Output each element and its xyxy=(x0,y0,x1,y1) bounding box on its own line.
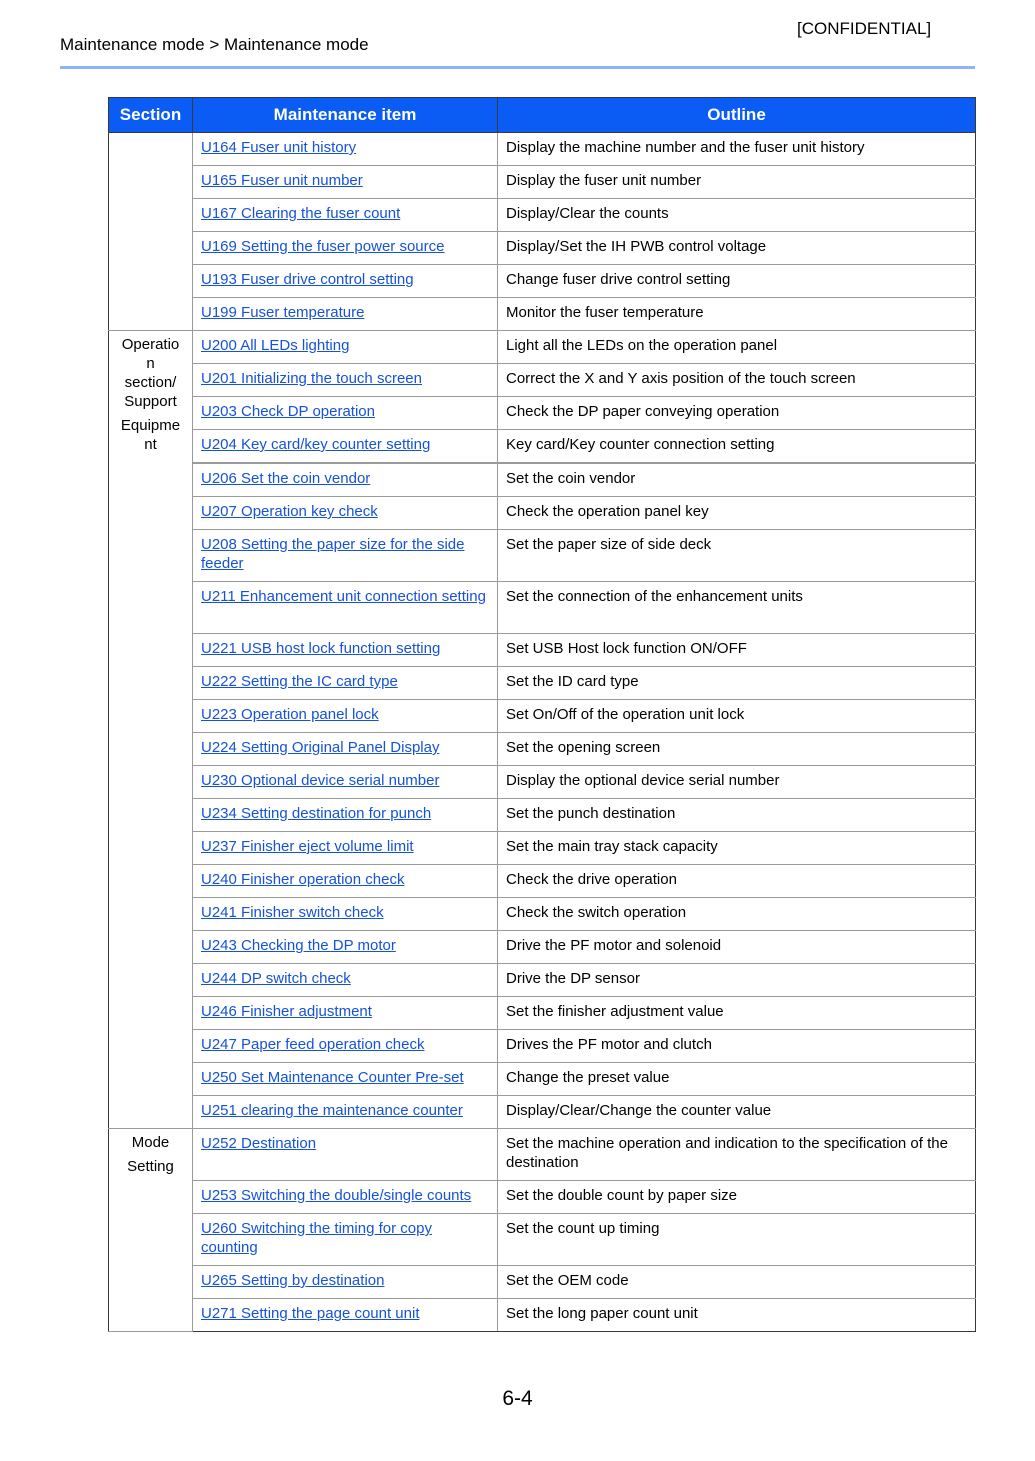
table-row xyxy=(109,1181,976,1214)
section-cell xyxy=(109,133,193,331)
page-number: 6-4 xyxy=(502,1387,533,1410)
maintenance-item-link[interactable]: U243 Checking the DP motor xyxy=(201,937,396,954)
table-row xyxy=(109,1129,976,1181)
outline-cell: Monitor the fuser temperature xyxy=(498,298,976,331)
table-row xyxy=(109,964,976,997)
table-row xyxy=(109,898,976,931)
table-row xyxy=(109,997,976,1030)
maintenance-item-link[interactable]: U208 Setting the paper size for the side feeder xyxy=(201,536,465,572)
maintenance-item-link[interactable]: U201 Initializing the touch screen xyxy=(201,370,422,387)
table-header-row xyxy=(109,98,976,133)
outline-cell: Display/Clear/Change the counter value xyxy=(498,1096,976,1129)
table-row xyxy=(109,1214,976,1266)
maintenance-item-cell xyxy=(193,766,498,799)
table-row xyxy=(109,1063,976,1096)
maintenance-table-container xyxy=(108,97,975,1332)
outline-cell: Set the opening screen xyxy=(498,733,976,766)
maintenance-item-cell xyxy=(193,430,498,464)
breadcrumb: Maintenance mode > Maintenance mode xyxy=(60,35,369,54)
maintenance-item-cell xyxy=(193,133,498,166)
section-label-line: Equipme xyxy=(120,417,181,434)
maintenance-item-cell xyxy=(193,298,498,331)
outline-cell: Set the long paper count unit xyxy=(498,1299,976,1332)
maintenance-item-link[interactable]: U247 Paper feed operation check xyxy=(201,1036,425,1053)
table-row xyxy=(109,397,976,430)
maintenance-item-cell xyxy=(193,497,498,530)
outline-cell: Check the switch operation xyxy=(498,898,976,931)
outline-cell: Set the OEM code xyxy=(498,1266,976,1299)
table-row xyxy=(109,497,976,530)
outline-cell: Check the operation panel key xyxy=(498,497,976,530)
maintenance-item-cell xyxy=(193,232,498,265)
section-cell xyxy=(109,1129,193,1332)
maintenance-item-link[interactable]: U206 Set the coin vendor xyxy=(201,470,371,487)
maintenance-item-cell xyxy=(193,364,498,397)
maintenance-item-cell xyxy=(193,1129,498,1181)
table-row xyxy=(109,430,976,464)
maintenance-item-link[interactable]: U167 Clearing the fuser count xyxy=(201,205,401,222)
maintenance-table xyxy=(108,97,976,1332)
maintenance-item-link[interactable]: U211 Enhancement unit connection setting xyxy=(201,588,486,605)
maintenance-item-cell xyxy=(193,898,498,931)
table-row xyxy=(109,463,976,497)
maintenance-item-link[interactable]: U244 DP switch check xyxy=(201,970,351,987)
maintenance-item-link[interactable]: U164 Fuser unit history xyxy=(201,139,357,156)
outline-cell: Change the preset value xyxy=(498,1063,976,1096)
maintenance-item-link[interactable]: U246 Finisher adjustment xyxy=(201,1003,372,1020)
maintenance-item-link[interactable]: U223 Operation panel lock xyxy=(201,706,379,723)
maintenance-item-cell xyxy=(193,1266,498,1299)
outline-cell: Display/Set the IH PWB control voltage xyxy=(498,232,976,265)
table-row xyxy=(109,733,976,766)
table-row xyxy=(109,298,976,331)
table-row xyxy=(109,832,976,865)
maintenance-item-cell xyxy=(193,582,498,634)
maintenance-item-cell xyxy=(193,865,498,898)
table-row xyxy=(109,1030,976,1063)
table-row xyxy=(109,1096,976,1129)
maintenance-item-cell xyxy=(193,667,498,700)
maintenance-item-link[interactable]: U265 Setting by destination xyxy=(201,1272,385,1289)
maintenance-item-link[interactable]: U250 Set Maintenance Counter Pre-set xyxy=(201,1069,464,1086)
table-row xyxy=(109,331,976,364)
maintenance-item-link[interactable]: U222 Setting the IC card type xyxy=(201,673,398,690)
section-label-line: nt xyxy=(144,436,157,453)
maintenance-item-link[interactable]: U204 Key card/key counter setting xyxy=(201,436,431,453)
maintenance-item-link[interactable]: U203 Check DP operation xyxy=(201,403,375,420)
outline-cell: Set the machine operation and indication to the specification of the destination xyxy=(498,1129,976,1181)
table-row xyxy=(109,530,976,582)
maintenance-item-cell xyxy=(193,166,498,199)
outline-cell: Set the main tray stack capacity xyxy=(498,832,976,865)
maintenance-item-cell xyxy=(193,397,498,430)
outline-cell: Correct the X and Y axis position of the touch screen xyxy=(498,364,976,397)
table-body xyxy=(109,133,976,1332)
table-row xyxy=(109,799,976,832)
section-label-line: Setting xyxy=(127,1158,174,1175)
table-row xyxy=(109,634,976,667)
maintenance-item-cell xyxy=(193,799,498,832)
section-cell xyxy=(109,331,193,1129)
outline-cell: Set the paper size of side deck xyxy=(498,530,976,582)
table-row xyxy=(109,166,976,199)
table-row xyxy=(109,1299,976,1332)
maintenance-item-link[interactable]: U241 Finisher switch check xyxy=(201,904,384,921)
maintenance-item-link[interactable]: U240 Finisher operation check xyxy=(201,871,405,888)
maintenance-item-cell xyxy=(193,733,498,766)
maintenance-item-cell xyxy=(193,832,498,865)
maintenance-item-cell xyxy=(193,997,498,1030)
maintenance-item-link[interactable]: U165 Fuser unit number xyxy=(201,172,363,189)
maintenance-item-link[interactable]: U253 Switching the double/single counts xyxy=(201,1187,472,1204)
maintenance-item-cell xyxy=(193,931,498,964)
maintenance-item-link[interactable]: U200 All LEDs lighting xyxy=(201,337,350,354)
table-row xyxy=(109,582,976,634)
maintenance-item-cell xyxy=(193,634,498,667)
maintenance-item-cell xyxy=(193,1299,498,1332)
outline-cell: Set the count up timing xyxy=(498,1214,976,1266)
outline-cell: Drive the DP sensor xyxy=(498,964,976,997)
maintenance-item-link[interactable]: U237 Finisher eject volume limit xyxy=(201,838,414,855)
maintenance-item-link[interactable]: U207 Operation key check xyxy=(201,503,378,520)
maintenance-item-cell xyxy=(193,331,498,364)
outline-cell: Key card/Key counter connection setting xyxy=(498,430,976,464)
maintenance-item-link[interactable]: U252 Destination xyxy=(201,1135,317,1152)
maintenance-item-link[interactable]: U169 Setting the fuser power source xyxy=(201,238,445,255)
outline-cell: Display the optional device serial number xyxy=(498,766,976,799)
table-row xyxy=(109,199,976,232)
table-row xyxy=(109,766,976,799)
maintenance-item-cell xyxy=(193,1096,498,1129)
section-label-line: Mode xyxy=(131,1134,170,1151)
outline-cell: Light all the LEDs on the operation panel xyxy=(498,331,976,364)
maintenance-item-cell xyxy=(193,700,498,733)
table-row xyxy=(109,133,976,166)
maintenance-item-cell xyxy=(193,1181,498,1214)
section-label-line: Support xyxy=(124,393,177,410)
table-row xyxy=(109,700,976,733)
outline-cell: Set the connection of the enhancement units xyxy=(498,582,976,634)
table-row xyxy=(109,931,976,964)
maintenance-item-cell xyxy=(193,964,498,997)
maintenance-item-cell xyxy=(193,1063,498,1096)
outline-cell: Set the ID card type xyxy=(498,667,976,700)
table-row xyxy=(109,1266,976,1299)
outline-cell: Check the drive operation xyxy=(498,865,976,898)
outline-cell: Set USB Host lock function ON/OFF xyxy=(498,634,976,667)
outline-cell: Check the DP paper conveying operation xyxy=(498,397,976,430)
column-header-maintenance-item: Maintenance item xyxy=(193,98,498,133)
table-row xyxy=(109,667,976,700)
table-row xyxy=(109,865,976,898)
outline-cell: Drives the PF motor and clutch xyxy=(498,1030,976,1063)
outline-cell: Set the double count by paper size xyxy=(498,1181,976,1214)
outline-cell: Display the fuser unit number xyxy=(498,166,976,199)
maintenance-item-cell xyxy=(193,199,498,232)
section-label-line: section/ xyxy=(124,374,177,391)
header-divider xyxy=(60,66,975,69)
section-label-line: n xyxy=(146,355,155,372)
outline-cell: Set the punch destination xyxy=(498,799,976,832)
outline-cell: Drive the PF motor and solenoid xyxy=(498,931,976,964)
maintenance-item-link[interactable]: U234 Setting destination for punch xyxy=(201,805,432,822)
table-row xyxy=(109,364,976,397)
maintenance-item-link[interactable]: U221 USB host lock function setting xyxy=(201,640,441,657)
maintenance-item-cell xyxy=(193,463,498,497)
outline-cell: Set the coin vendor xyxy=(498,463,976,497)
maintenance-item-cell xyxy=(193,530,498,582)
maintenance-item-link[interactable]: U199 Fuser temperature xyxy=(201,304,365,321)
maintenance-item-link[interactable]: U230 Optional device serial number xyxy=(201,772,440,789)
maintenance-item-link[interactable]: U224 Setting Original Panel Display xyxy=(201,739,440,756)
maintenance-item-link[interactable]: U260 Switching the timing for copy counting xyxy=(201,1220,432,1256)
column-header-outline: Outline xyxy=(498,98,976,133)
outline-cell: Set the finisher adjustment value xyxy=(498,997,976,1030)
maintenance-item-cell xyxy=(193,1030,498,1063)
outline-cell: Display the machine number and the fuser unit history xyxy=(498,133,976,166)
section-label-line: Operatio xyxy=(121,336,180,353)
maintenance-item-cell xyxy=(193,265,498,298)
maintenance-item-cell xyxy=(193,1214,498,1266)
table-row xyxy=(109,232,976,265)
confidential-label: [CONFIDENTIAL] xyxy=(797,19,932,38)
column-header-section: Section xyxy=(109,98,193,133)
maintenance-item-link[interactable]: U193 Fuser drive control setting xyxy=(201,271,414,288)
outline-cell: Change fuser drive control setting xyxy=(498,265,976,298)
maintenance-item-link[interactable]: U251 clearing the maintenance counter xyxy=(201,1102,463,1119)
table-row xyxy=(109,265,976,298)
outline-cell: Set On/Off of the operation unit lock xyxy=(498,700,976,733)
maintenance-item-link[interactable]: U271 Setting the page count unit xyxy=(201,1305,420,1322)
outline-cell: Display/Clear the counts xyxy=(498,199,976,232)
